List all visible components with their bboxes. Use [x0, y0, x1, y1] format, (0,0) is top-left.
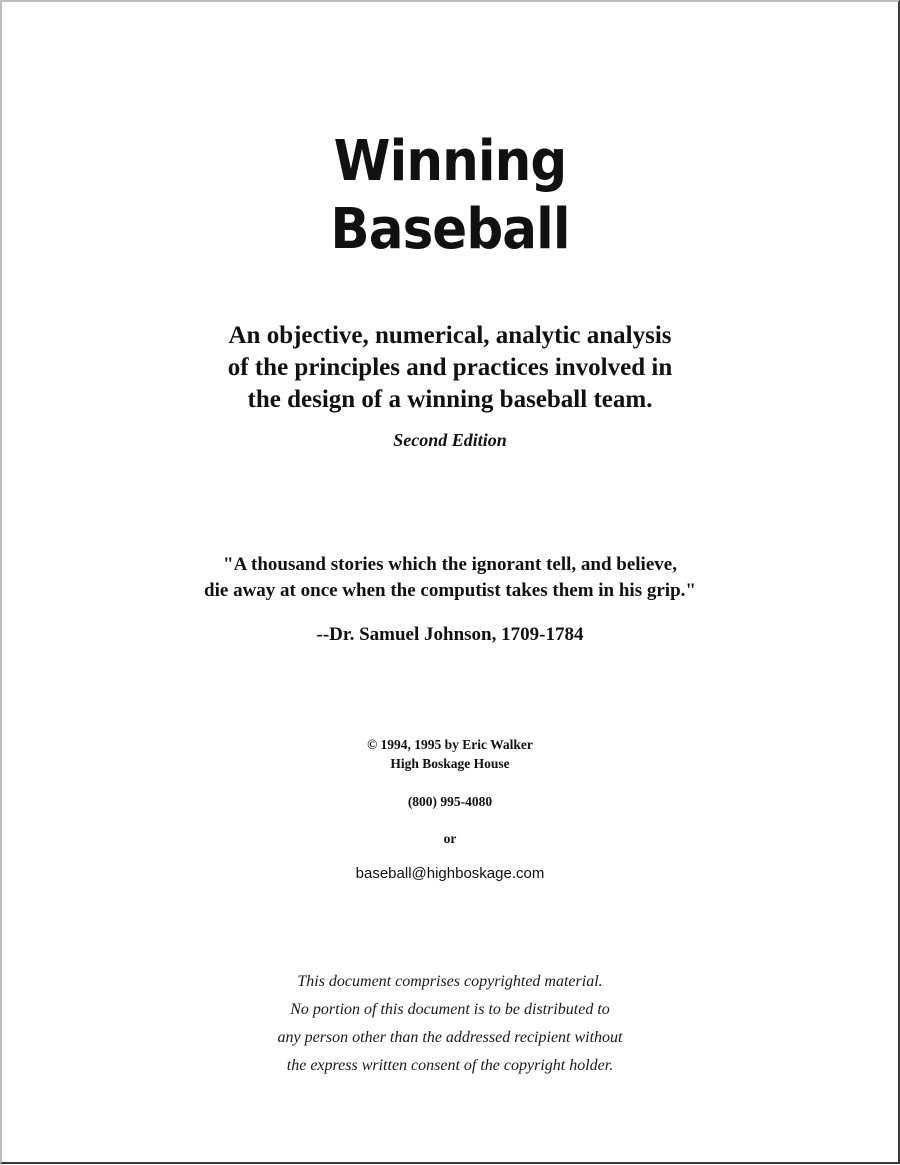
book-title: [38, 128, 862, 264]
copyright-line: © 1994, 1995 by Eric Walker: [367, 737, 533, 752]
notice-line-3: any person other than the addressed recipient without: [277, 1029, 623, 1046]
edition-label: Second Edition: [393, 430, 507, 450]
quote-line-1: "A thousand stories which the ignorant tell, and believe,: [223, 554, 677, 575]
notice-line-1: This document comprises copyrighted material.: [297, 973, 603, 990]
quote-attribution: --Dr. Samuel Johnson, 1709-1784: [316, 624, 584, 645]
notice-line-4: the express written consent of the copyright holder.: [286, 1057, 614, 1074]
quote-line-2: die away at once when the computist takes them in his grip.": [204, 580, 696, 601]
subtitle-line-3: the design of a winning baseball team.: [247, 386, 653, 413]
or-separator: or: [443, 831, 457, 846]
copyright-block: [2, 735, 898, 773]
book-title-line-1: Winning: [333, 129, 567, 194]
publisher-email: baseball@highboskage.com: [355, 865, 545, 882]
epigraph-quote: [2, 552, 898, 604]
book-title-line-2: Baseball: [330, 197, 570, 262]
publisher-phone: (800) 995-4080: [407, 794, 493, 809]
publisher-name: High Boskage House: [390, 756, 510, 771]
notice-line-2: No portion of this document is to be distributed to: [290, 1001, 610, 1018]
copyright-notice: [2, 968, 898, 1080]
book-subtitle: [2, 320, 898, 416]
subtitle-line-1: An objective, numerical, analytic analysis: [228, 322, 672, 349]
subtitle-line-2: of the principles and practices involved in: [227, 354, 673, 381]
